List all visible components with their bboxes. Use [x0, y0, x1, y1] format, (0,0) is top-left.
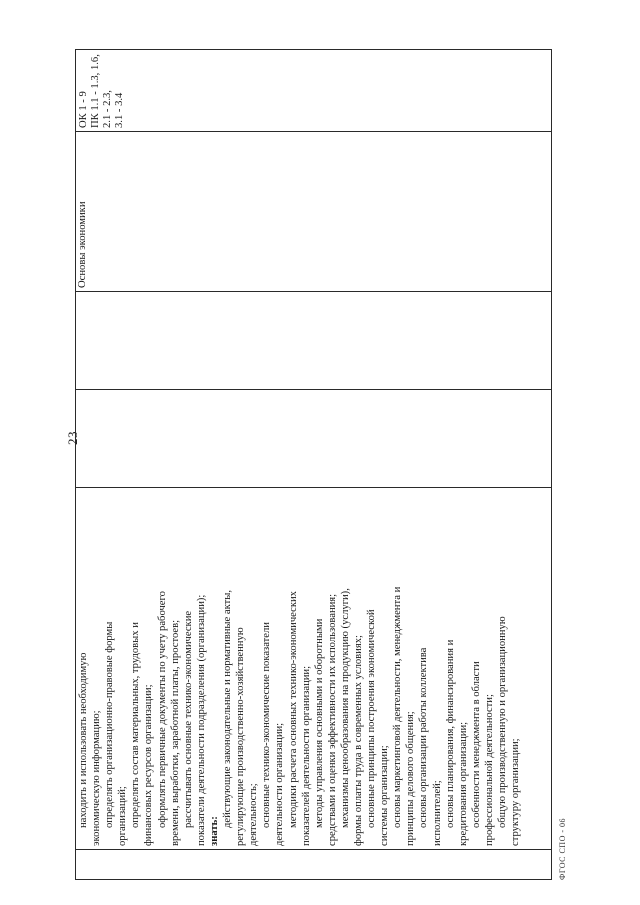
content-line: кредитования организации;: [457, 721, 469, 846]
footer-code: ФГОС СПО - 06: [558, 817, 567, 880]
content-line: организаций;: [117, 786, 129, 846]
content-line: действующие законодательные и нормативные акты,: [222, 589, 234, 828]
table-cell-content: [76, 488, 552, 850]
content-line: механизмы ценообразования на продукцию (услуги),: [339, 588, 351, 828]
content-line: показатели деятельности подразделения (организации);: [195, 594, 207, 846]
content-line: принципы делового общения;: [405, 711, 417, 846]
content-line: общую производственную и организационную: [497, 616, 508, 828]
content-line: деятельность;: [248, 783, 260, 846]
competency-codes: [76, 50, 126, 131]
content-line: исполнителей;: [431, 780, 443, 846]
competency-code: ОК 1 - 9: [78, 91, 89, 128]
content-line: методы управления основными и оборотными: [313, 618, 325, 828]
content-line: средствами и оценки эффективности их использования;: [326, 593, 338, 846]
table-cell-max-hours: [76, 390, 552, 488]
table-cell-competencies: [76, 50, 552, 132]
page-number: 23: [65, 431, 80, 445]
content-line: экономическую информацию;: [91, 710, 103, 846]
competency-code: ПК 1.1 - 1.3, 1.6,: [90, 54, 101, 128]
content-line: основные принципы построения экономической: [366, 609, 378, 828]
content-line: основы маркетинговой деятельности, менеджмента и: [392, 586, 404, 828]
document-page: [65, 50, 575, 880]
content-line: основы планирования, финансирования и: [444, 639, 456, 828]
subject-name: Основы экономики: [77, 201, 88, 288]
competency-code: 2.1 - 2.3,: [102, 90, 113, 128]
content-line: системы организации;: [379, 745, 391, 846]
content-line: знать:: [208, 816, 220, 846]
content-line: времени, выработки, заработной платы, простоев;: [169, 619, 181, 846]
content-line: показателей деятельности организации;: [300, 665, 312, 846]
content-text: [76, 488, 522, 849]
content-line: финансовых ресурсов организации;: [143, 684, 155, 846]
content-line: оформлять первичные документы по учету рабочего: [156, 591, 168, 828]
content-line: формы оплаты труда в современных условиях;: [352, 635, 364, 846]
table-row: [76, 50, 552, 880]
content-line: основы организации работы коллектива: [418, 647, 430, 828]
content-line: основные технико-экономические показатели: [261, 622, 273, 828]
content-line: рассчитывать основные технико-экономические: [182, 610, 194, 828]
content-line: определять состав материальных, трудовых и: [130, 622, 142, 828]
table-cell-index: [76, 850, 552, 880]
content-line: регулирующие производственно-хозяйственную: [235, 627, 247, 846]
competency-code: 3.1 - 3.4: [114, 92, 125, 128]
table-cell-subject: [76, 132, 552, 292]
content-line: находить и использовать необходимую: [78, 652, 89, 828]
table-cell-hours: [76, 292, 552, 390]
content-line: деятельности организации;: [274, 722, 286, 846]
content-line: структуру организации;: [510, 738, 522, 846]
content-line: методики расчета основных технико-экономических: [287, 591, 299, 828]
curriculum-table: [75, 49, 552, 880]
content-line: особенности менеджмента в области: [470, 661, 482, 828]
content-line: профессиональной деятельности;: [483, 694, 495, 846]
content-line: определять организационно-правовые формы: [104, 621, 116, 828]
